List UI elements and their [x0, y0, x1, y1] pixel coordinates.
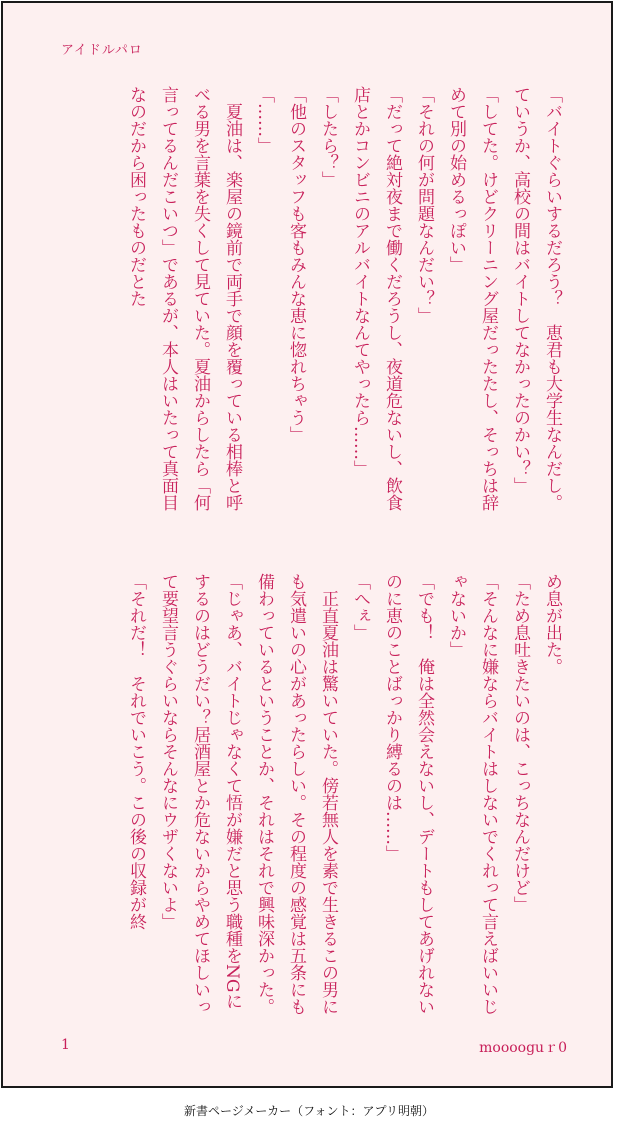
paragraph: 夏油は、楽屋の鏡前で両手で顔を覆っている相棒と呼べる男を言葉を失くして見ていた。夏油からしたら「何言ってるんだこいつ」であるが、本人はいたって真面目なのだから困ったものだとた [126, 86, 242, 511]
paragraph: 「ため息吐きたいのは、こっちなんだけど」 [510, 573, 530, 913]
page-number: 1 [61, 1037, 70, 1053]
paragraph: 「じゃあ、バイトじゃなくて悟が嫌だと思う職種をNGにするのはどうだい？居酒屋とか危ないからやめてほしいって要望言うぐらいならそんなにウザくないよ」 [158, 573, 242, 1015]
running-head: アイドルパロ [61, 43, 143, 58]
upper-text-block [48, 86, 568, 524]
paragraph: 「他のスタッフも客もみんな恵に惚れちゃう」 [286, 86, 306, 443]
generator-caption: 新書ページメーカー（フォント：アプリ明朝） [183, 1104, 435, 1118]
paragraph: 「だって絶対夜まで働くだろうし、夜道危ないし、飲食店とかコンビニのアルバイトなんてやったら……」 [350, 86, 402, 511]
paragraph: 「でも！ 俺は全然会えないし、デートもしてあげれないのに恵のことばっかり縛るのは……」 [382, 573, 434, 1015]
paragraph: 「そんなに嫌ならバイトはしないでくれって言えばいいじゃないか」 [446, 573, 498, 1015]
author-name: mooooguｒ0 [479, 1040, 567, 1056]
book-page [1, 1, 613, 1088]
paragraph: 「それだ！ それでいこう。この後の収録が終 [126, 573, 146, 930]
paragraph: 「それの何が問題なんだい？」 [414, 86, 434, 324]
lower-text-block [48, 573, 568, 1019]
paragraph: 「へぇ」 [350, 573, 370, 641]
paragraph: 「バイトぐらいするだろう？ 恵君も大学生なんだし。 ていうか、高校の間はバイトしてなかったのかい？」 [510, 86, 562, 520]
paragraph: 「してた。けどクリーニング屋だったたし、そっちは辞めて別の始めるっぽい」 [446, 86, 498, 511]
paragraph: 「したら？」 [318, 86, 338, 188]
paragraph: 正直夏油は驚いていた。傍若無人を素で生きるこの男にも気遣いの心があったらしい。その程度の感覚は五条にも備わっているということか、それはそれで興味深かった。 [254, 573, 338, 1015]
paragraph: 「……」 [254, 86, 274, 154]
paragraph: め息が出た。 [542, 573, 562, 675]
